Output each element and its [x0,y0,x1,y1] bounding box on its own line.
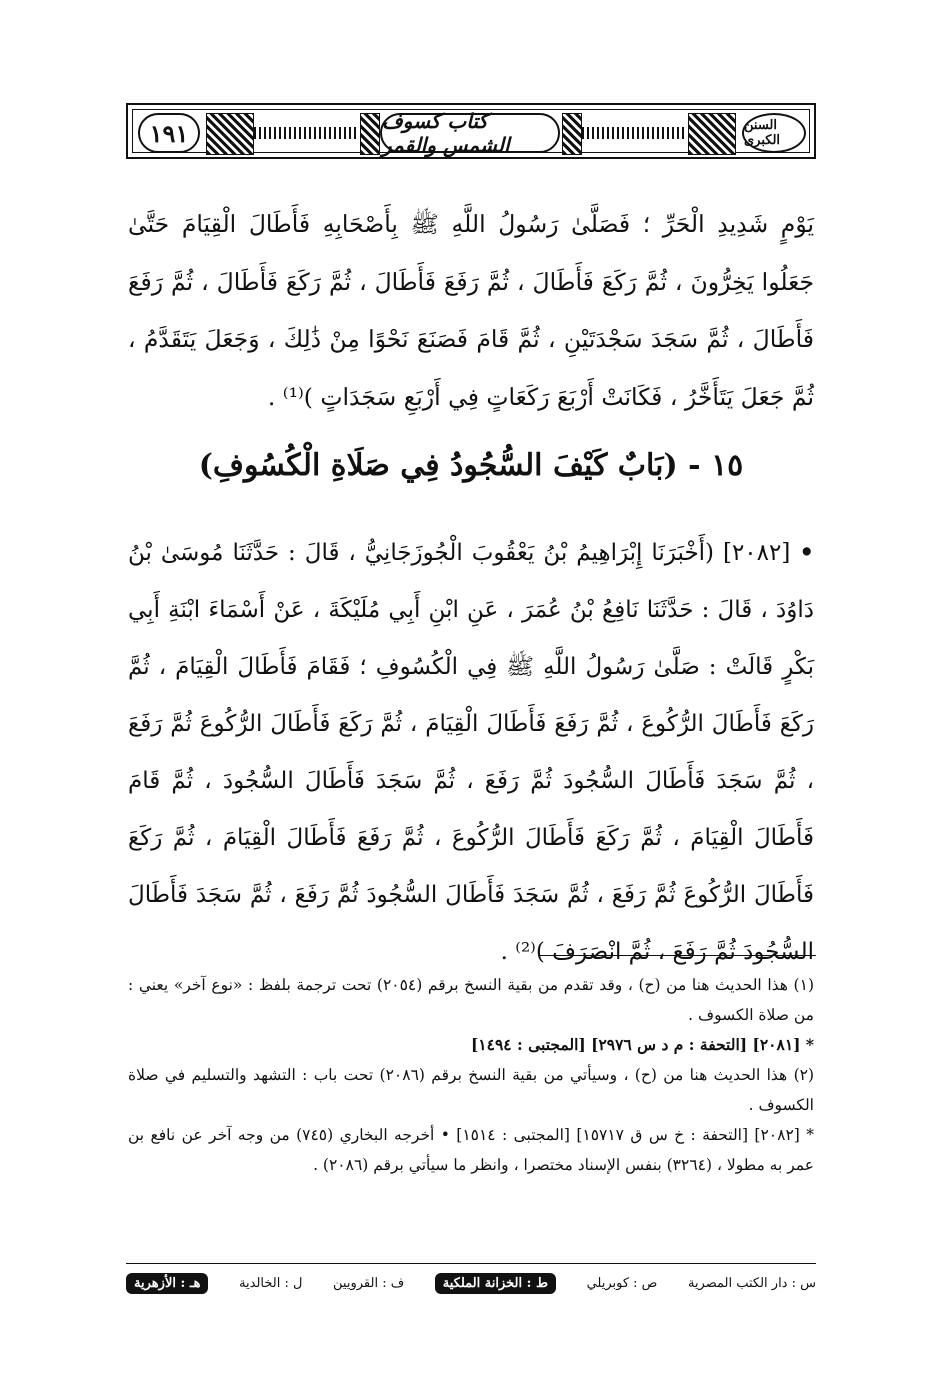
ornament-band-left [254,127,358,139]
chapter-heading: ١٥ - (بَابٌ كَيْفَ السُّجُودُ فِي صَلَاةِ الْكُسُوفِ) [198,448,744,483]
footnote-2: (٢) هذا الحديث هنا من (ح) ، وسيأتي من بقية النسخ برقم (٢٠٨٦) تحت باب : التشهد والتسليم في صلاة الكسوف . [128,1066,815,1114]
main-text-continuation: يَوْمٍ شَدِيدِ الْحَرِّ ؛ فَصَلَّىٰ رَسُولُ اللَّهِ ﷺ بِأَصْحَابِهِ فَأَطَالَ الْقِيَامَ حَتَّىٰ جَعَلُوا يَخِرُّونَ ، ثُمَّ رَكَعَ فَأَطَالَ ، ثُمَّ رَفَعَ فَأَطَالَ ، ثُمَّ رَكَعَ فَأَطَالَ ، ثُمَّ رَفَعَ فَأَطَالَ ، ثُمَّ سَجَدَ سَجْدَتَيْنِ ، ثُمَّ قَامَ فَصَنَعَ نَحْوًا مِنْ ذَٰلِكَ ، وَجَعَلَ يَتَقَدَّمُ ، ثُمَّ جَعَلَ يَتَأَخَّرُ ، فَكَانَتْ أَرْبَعَ رَكَعَاتٍ فِي أَرْبَعِ سَجَدَاتٍ )⁽¹⁾ . [128,210,814,411]
bottom-separator [126,1263,816,1264]
reference-2081: * [٢٠٨١] [التحفة : م د س ٢٩٧٦] [المجتبى : ١٤٩٤] [470,1035,814,1054]
hadith-text: [٢٠٨٢] (أَخْبَرَنَا إِبْرَاهِيمُ بْنُ يَعْقُوبَ الْجُوزَجَانِيُّ ، قَالَ : حَدَّثَنَا مُوسَىٰ بْنُ دَاوُدَ ، قَالَ : حَدَّثَنَا نَافِعُ بْنُ عُمَرَ ، عَنِ ابْنِ أَبِي مُلَيْكَةَ ، عَنْ أَسْمَاءَ ابْنَةِ أَبِي بَكْرٍ قَالَتْ : صَلَّىٰ رَسُولُ اللَّهِ ﷺ فِي الْكُسُوفِ ؛ فَقَامَ فَأَطَالَ الْقِيَامَ ، ثُمَّ رَكَعَ فَأَطَالَ الرُّكُوعَ ، ثُمَّ رَفَعَ فَأَطَالَ الْقِيَامَ ، ثُمَّ رَكَعَ فَأَطَالَ الرُّكُوعَ ثُمَّ رَفَعَ ، ثُمَّ سَجَدَ فَأَطَالَ السُّجُودَ ثُمَّ رَفَعَ ، ثُمَّ سَجَدَ فَأَطَالَ السُّجُودَ ، ثُمَّ قَامَ فَأَطَالَ الْقِيَامَ ، ثُمَّ رَكَعَ فَأَطَالَ الرُّكُوعَ ، ثُمَّ رَفَعَ فَأَطَالَ الْقِيَامَ ، ثُمَّ رَكَعَ فَأَطَالَ الرُّكُوعَ ثُمَّ رَفَعَ ، ثُمَّ سَجَدَ فَأَطَالَ السُّجُودَ ثُمَّ رَفَعَ ، ثُمَّ سَجَدَ فَأَطَالَ السُّجُودَ ثُمَّ رَفَعَ ، ثُمَّ انْصَرَفَ )⁽²⁾ . [128,540,814,965]
source-l: ل : الخالدية [239,1275,303,1291]
source-s2: ص : كوبريلي [586,1275,658,1291]
ornament-right [688,113,736,155]
source-h: هـ : الأزهرية [126,1273,208,1294]
ornament-mid-right [562,113,582,155]
reference-2082: * [٢٠٨٢] [التحفة : خ س ق ١٥٧١٧] [المجتبى : ١٥١٤] • أخرجه البخاري (٧٤٥) من وجه آخر عن نافع بن عمر به مطولا ، (٣٢٦٤) بنفس الإسناد مختصرا ، وانظر ما سيأتي برقم (٢٠٨٦) . [128,1126,814,1174]
page-header [126,103,816,159]
book-title: كتاب كسوف الشمس والقمر [380,113,560,153]
footnotes [128,970,814,1180]
page-number: ١٩١ [138,113,200,153]
footnote-separator [540,955,816,956]
source-s: س : دار الكتب المصرية [687,1275,816,1291]
hadith-2082 [128,524,814,981]
bullet-icon: • [799,539,815,566]
book-logo: السنن الكبرى [742,113,806,153]
footnote-1: (١) هذا الحديث هنا من (ح) ، وقد تقدم من بقية النسخ برقم (٢٠٥٤) تحت ترجمة بلفظ : «نوع آخر» يعني : من صلاة الكسوف . [128,976,814,1024]
manuscript-sources [126,1268,816,1298]
source-f: ف : القرويين [333,1275,405,1291]
ornament-band-right [582,127,686,139]
ornament-left [206,113,254,155]
source-t: ط : الخزانة الملكية [435,1273,556,1294]
ornament-mid-left [360,113,380,155]
